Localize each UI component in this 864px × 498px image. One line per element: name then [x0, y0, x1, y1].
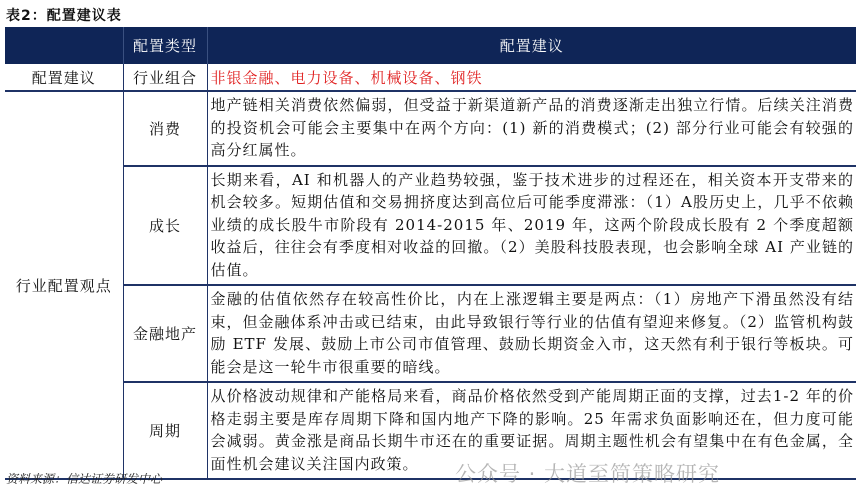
- group-label: 行业配置观点: [5, 91, 123, 479]
- watermark: 公众号 · 大道至简策略研究: [455, 462, 721, 486]
- row-text: 从价格波动规律和产能格局来看，商品价格依然受到产能周期正面的支撑，过去1-2 年的价格走弱主要是库存周期下降和国内地产下降的影响。25 年需求负面影响还在，但力度可能会减弱。黄金涨是商品长期牛市还在的重要证据。周期主题性机会有望集中在有色金属，全面性机会建议关注国内政策。: [207, 382, 856, 479]
- row-type: 周期: [123, 382, 207, 479]
- row-text: 长期来看，AI 和机器人的产业趋势较强，鉴于技术进步的过程还在，相关资本开支带来的机会较多。短期估值和交易拥挤度达到高位后可能季度滞涨：（1）A股历史上，几乎不依赖业绩的成长股牛市阶段有 2014-2015 年、2019 年，这两个阶段成长股有 2 个季度超额收益后，往往会有季度相对收益的回撤。（2）美股科技股表现，也会影响全球 AI 产业链的估值。: [207, 166, 856, 286]
- source-note: 资料来源：信达证券研发中心: [6, 472, 163, 486]
- summary-value: 非银金融、电力设备、机械设备、钢铁: [207, 64, 856, 91]
- table-row: [5, 91, 856, 166]
- summary-label: 配置建议: [5, 64, 123, 91]
- table-header: [5, 27, 856, 64]
- row-text: 金融的估值依然存在较高性价比，内在上涨逻辑主要是两点：（1）房地产下滑虽然没有结束，但金融体系冲击或已结束，由此导致银行等行业的估值有望迎来修复。（2）监管机构鼓励 ETF 发展、鼓励上市公司市值管理、鼓励长期资金入市，这天然有利于银行等板块。可能会是这一轮牛市很重要的暗线。: [207, 285, 856, 382]
- header-type: 配置类型: [123, 27, 207, 64]
- row-type: 消费: [123, 91, 207, 166]
- table-row: [5, 382, 856, 479]
- table-row: [5, 166, 856, 286]
- row-type: 成长: [123, 166, 207, 286]
- summary-type: 行业组合: [123, 64, 207, 91]
- summary-row: [5, 64, 856, 91]
- header-advice: 配置建议: [207, 27, 856, 64]
- table-row: [5, 285, 856, 382]
- header-col1: [5, 27, 123, 64]
- row-type: 金融地产: [123, 285, 207, 382]
- table-title: 表2：配置建议表: [6, 8, 122, 24]
- row-text: 地产链相关消费依然偏弱，但受益于新渠道新产品的消费逐渐走出独立行情。后续关注消费的投资机会可能会主要集中在两个方向：(1) 新的消费模式；(2) 部分行业可能会有较强的高分红属性。: [207, 91, 856, 166]
- allocation-table: [5, 27, 856, 480]
